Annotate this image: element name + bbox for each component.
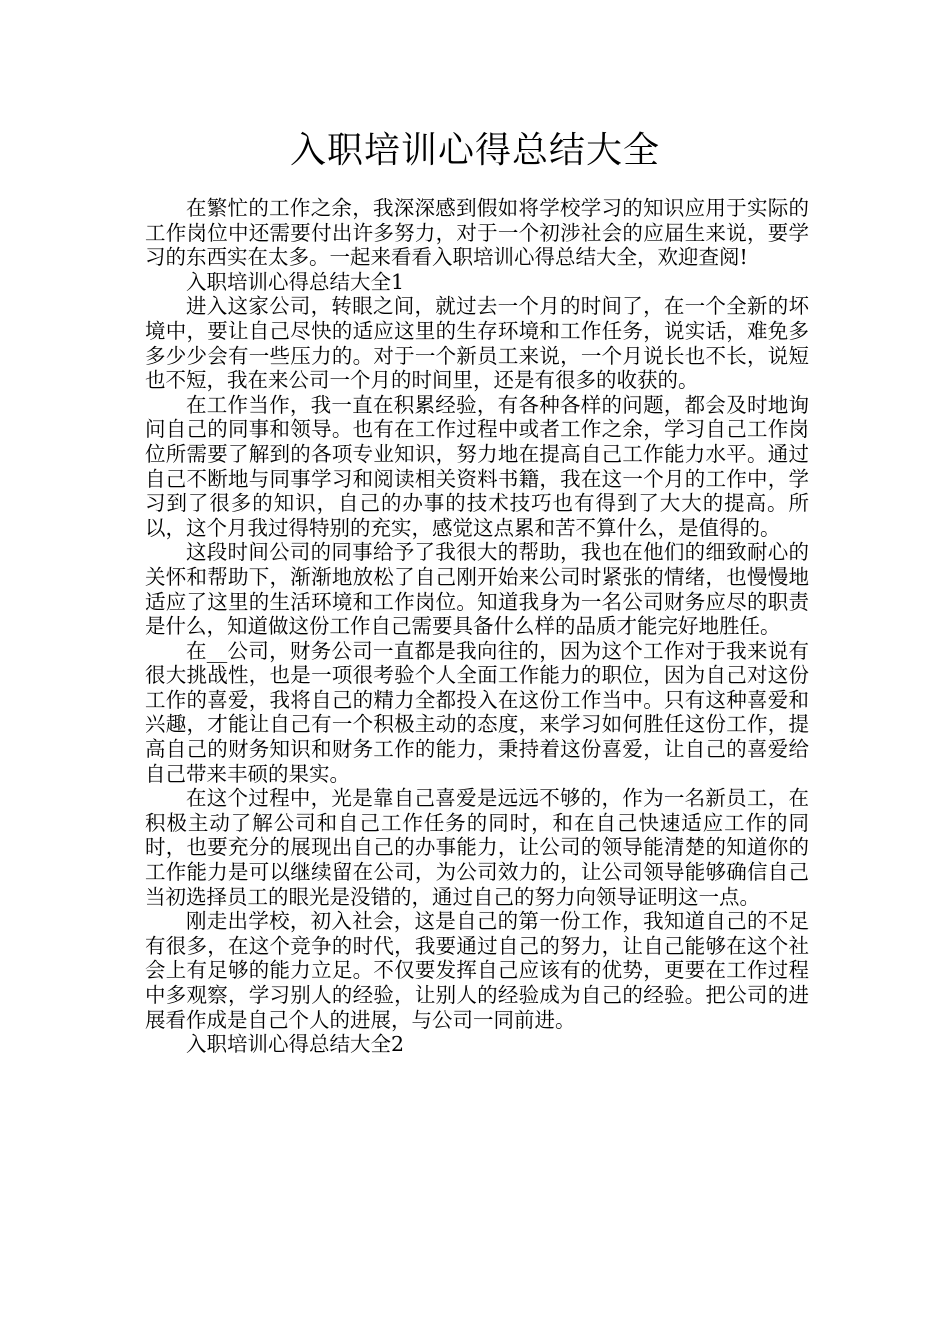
body-paragraph: 在__公司，财务公司一直都是我向往的，因为这个工作对于我来说有很大挑战性，也是一项很考验个人全面工作能力的职位，因为自己对这份工作的喜爱，我将自己的精力全都投入在这份工作当中。只有这种喜爱和兴趣，才能让自己有一个积极主动的态度，来学习如何胜任这份工作，提高自己的财务知识和财务工作的能力，秉持着这份喜爱，让自己的喜爱给自己带来丰硕的果实。 (145, 638, 809, 786)
body-paragraph: 刚走出学校，初入社会，这是自己的第一份工作，我知道自己的不足有很多，在这个竞争的时代，我要通过自己的努力，让自己能够在这个社会上有足够的能力立足。不仅要发挥自己应该有的优势，更要在工作过程中多观察，学习别人的经验，让别人的经验成为自己的经验。把公司的进展看作成是自己个人的进展，与公司一同前进。 (145, 909, 809, 1032)
body-paragraph: 在工作当作，我一直在积累经验，有各种各样的问题，都会及时地询问自己的同事和领导。也有在工作过程中或者工作之余，学习自己工作岗位所需要了解到的各项专业知识，努力地在提高自己工作能力水平。通过自己不断地与同事学习和阅读相关资料书籍，我在这一个月的工作中，学习到了很多的知识，自己的办事的技术技巧也有得到了大大的提高。所以，这个月我过得特别的充实，感觉这点累和苦不算什么，是值得的。 (145, 392, 809, 540)
section-heading-1: 入职培训心得总结大全1 (186, 269, 405, 294)
intro-paragraph: 在繁忙的工作之余，我深深感到假如将学校学习的知识应用于实际的工作岗位中还需要付出许多努力，对于一个初涉社会的应届生来说，要学习的东西实在太多。一起来看看入职培训心得总结大全，欢迎查阅! (145, 196, 809, 270)
document-body (145, 196, 809, 1057)
body-paragraph: 在这个过程中，光是靠自己喜爱是远远不够的，作为一名新员工，在积极主动了解公司和自己工作任务的同时，和在自己快速适应工作的同时，也要充分的展现出自己的办事能力，让公司的领导能清楚的知道你的工作能力是可以继续留在公司，为公司效力的，让公司领导能够确信自己当初选择员工的眼光是没错的，通过自己的努力向领导证明这一点。 (145, 786, 809, 909)
section-heading-2: 入职培训心得总结大全2 (186, 1032, 405, 1057)
body-paragraph: 这段时间公司的同事给予了我很大的帮助，我也在他们的细致耐心的关怀和帮助下，渐渐地放松了自己刚开始来公司时紧张的情绪，也慢慢地适应了这里的生活环境和工作岗位。知道我身为一名公司财务应尽的职责是什么，知道做这份工作自己需要具备什么样的品质才能完好地胜任。 (145, 540, 809, 639)
document-title: 入职培训心得总结大全 (289, 130, 660, 171)
body-paragraph: 进入这家公司，转眼之间，就过去一个月的时间了，在一个全新的坏境中，要让自己尽快的适应这里的生存环境和工作任务，说实话，难免多多少少会有一些压力的。对于一个新员工来说，一个月说长也不长，说短也不短，我在来公司一个月的时间里，还是有很多的收获的。 (145, 294, 809, 393)
